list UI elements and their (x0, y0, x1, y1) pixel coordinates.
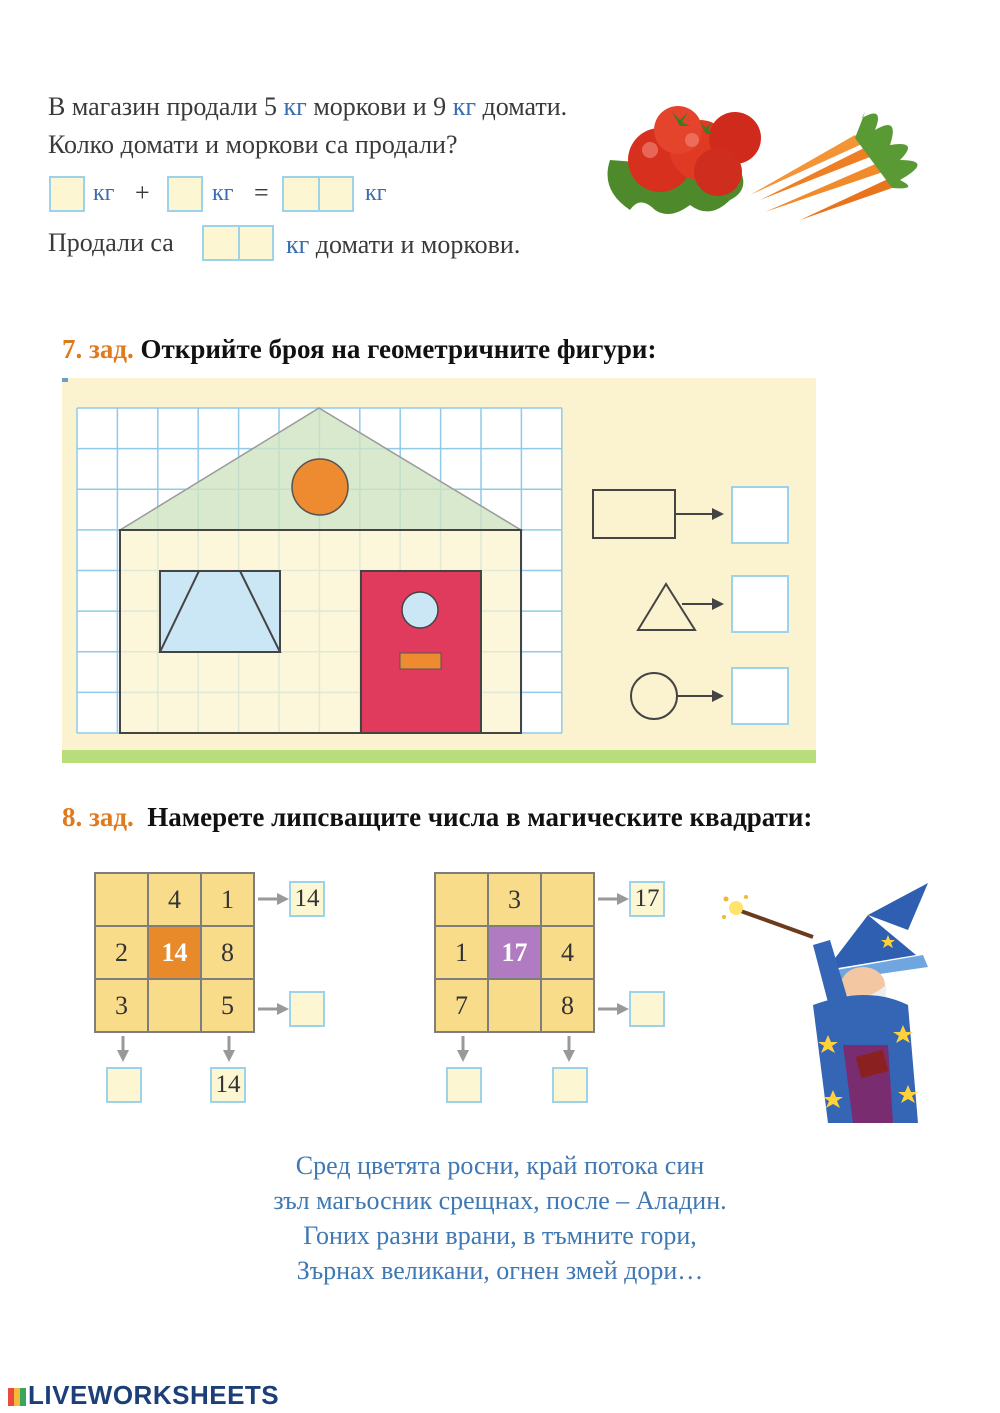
task8-heading (62, 802, 812, 833)
center-cell: 17 (488, 926, 541, 979)
cell: 1 (201, 873, 254, 926)
poem-line: Сред цветята росни, край потока син (295, 1151, 705, 1180)
wizard (813, 883, 928, 1123)
answer-suffix (286, 230, 520, 260)
roof-circle (292, 459, 348, 515)
wizard-image (718, 875, 938, 1123)
row1-result[interactable]: 17 (629, 881, 665, 917)
unit-kg-1: кг (93, 180, 115, 206)
tomatoes (608, 106, 762, 214)
unit-kg: кг (286, 230, 310, 259)
circle-count-box[interactable] (731, 667, 789, 725)
cell: 8 (201, 926, 254, 979)
col3-result[interactable]: 14 (210, 1067, 246, 1103)
row3-result-input[interactable] (289, 991, 325, 1027)
answer-box-2[interactable] (167, 176, 203, 212)
col1-result-input[interactable] (446, 1067, 482, 1103)
row1-result[interactable]: 14 (289, 881, 325, 917)
carrots (750, 112, 918, 220)
plus-sign: + (135, 178, 150, 207)
cell: 3 (95, 979, 148, 1032)
poem-line: Гоних разни врани, в тъмните гори, (303, 1221, 697, 1250)
cell: 8 (541, 979, 594, 1032)
magic-wand (722, 895, 813, 937)
equals-sign: = (254, 178, 269, 207)
answer-box-1[interactable] (49, 176, 85, 212)
panel-bottom-strip (62, 750, 816, 763)
text-part: домати. (475, 92, 568, 121)
shapes-panel (62, 378, 816, 763)
door-window-circle (402, 592, 438, 628)
text-part: моркови и 9 (306, 92, 453, 121)
col1-result-input[interactable] (106, 1067, 142, 1103)
task-number: 7. зад. (62, 334, 134, 364)
liveworksheets-logo (8, 1380, 279, 1411)
answer-box-sum[interactable] (282, 176, 354, 212)
poem-line: зъл магьосник срещнах, после – Аладин. (273, 1186, 727, 1215)
cell: 2 (95, 926, 148, 979)
cell: 4 (541, 926, 594, 979)
cell: 1 (435, 926, 488, 979)
center-cell: 14 (148, 926, 201, 979)
task-text: Намерете липсващите числа в магическите квадрати: (133, 802, 813, 832)
unit-kg-2: кг (212, 180, 234, 206)
corner-mark (62, 378, 68, 382)
tomatoes-and-carrots-image (600, 100, 940, 230)
task7-heading (62, 334, 656, 365)
rectangle-count-box[interactable] (731, 486, 789, 544)
cell: 7 (435, 979, 488, 1032)
task-number: 8. зад. (62, 802, 134, 832)
col3-result-input[interactable] (552, 1067, 588, 1103)
text-part: домати и моркови. (309, 230, 521, 259)
text-part: В магазин продали 5 (48, 92, 284, 121)
square1-arrows (94, 872, 294, 1082)
door-handle (400, 653, 441, 669)
unit-kg: кг (452, 92, 476, 121)
poem-line: Зърнах великани, огнен змей дори… (296, 1256, 704, 1285)
square2-arrows (434, 872, 634, 1082)
task6-problem-line2: Колко домати и моркови са продали? (48, 130, 458, 159)
answer-prefix: Продали са (48, 228, 174, 257)
logo-text: LIVEWORKSHEETS (28, 1380, 280, 1410)
poem (0, 1148, 1000, 1288)
task6-problem-line1 (48, 92, 567, 122)
row3-result-input[interactable] (629, 991, 665, 1027)
triangle-count-box[interactable] (731, 575, 789, 633)
logo-icon (8, 1388, 26, 1406)
unit-kg-3: кг (365, 180, 387, 206)
cell: 5 (201, 979, 254, 1032)
answer-box-total[interactable] (202, 225, 274, 261)
window-rectangle (160, 571, 280, 652)
cell: 4 (148, 873, 201, 926)
cell: 3 (488, 873, 541, 926)
unit-kg: кг (283, 92, 307, 121)
task-text: Открийте броя на геометричните фигури: (133, 334, 657, 364)
